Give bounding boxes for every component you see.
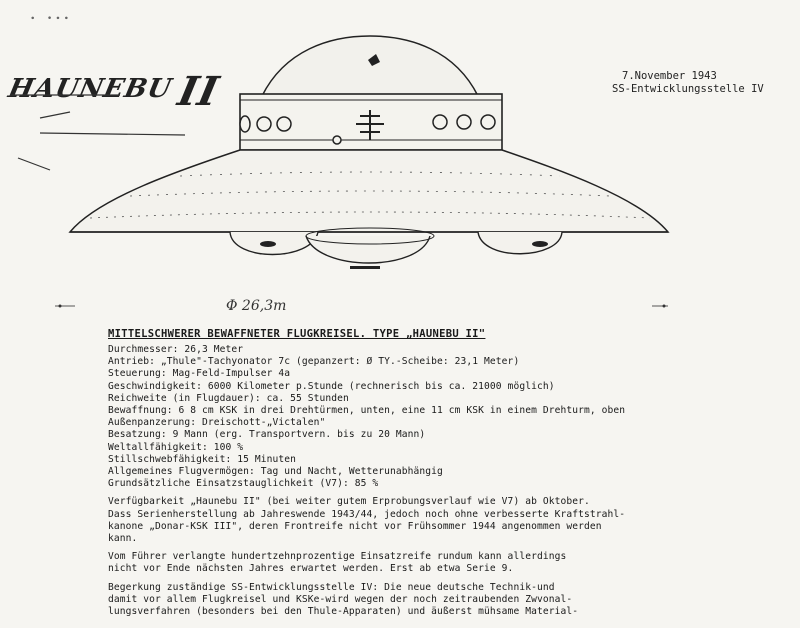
- spec-line: Weltallfähigkeit: 100 %: [108, 441, 244, 453]
- upper-dome: [262, 36, 478, 96]
- paragraph-line: kanone „Donar-KSK III", deren Frontreife nicht vor Frühsommer 1944 angenommen werden: [108, 520, 602, 532]
- spec-line: Reichweite (in Flugdauer): ca. 55 Stunden: [108, 392, 349, 404]
- spec-heading: MITTELSCHWERER BEWAFFNETER FLUGKREISEL. TYPE „HAUNEBU II": [108, 328, 486, 340]
- paragraph-line: nicht vor Ende nächsten Jahres erwartet werden. Erst ab etwa Serie 9.: [108, 563, 514, 575]
- document-department: SS-Entwicklungsstelle IV: [612, 83, 764, 95]
- spec-text-block: [108, 344, 788, 618]
- spec-line: Allgemeines Flugvermögen: Tag und Nacht, Wetterunabhängig: [108, 466, 443, 478]
- spec-line: Geschwindigkeit: 6000 Kilometer p.Stunde (rechnerisch bis ca. 21000 möglich): [108, 380, 555, 392]
- spec-line: Grundsätzliche Einsatzstauglichkeit (V7): 85 %: [108, 478, 379, 490]
- paragraph-line: Vom Führer verlangte hundertzehnprozentige Einsatzreife rundum kann allerdings: [108, 551, 567, 563]
- spec-line: Durchmesser: 26,3 Meter: [108, 344, 244, 355]
- spec-line: Stillschwebfähigkeit: 15 Minuten: [108, 453, 297, 465]
- paragraph: [108, 582, 788, 619]
- spec-line: Steuerung: Mag-Feld-Impulser 4a: [108, 368, 291, 380]
- paragraph-line: kann.: [108, 533, 138, 545]
- spec-line: Antrieb: „Thule"-Tachyonator 7c (gepanzert: Ø TY.-Scheibe: 23,1 Meter): [108, 356, 520, 368]
- handwritten-title-roman: II: [173, 68, 224, 115]
- spec-line: Bewaffnung: 6 8 cm KSK in drei Drehtürmen, unten, eine 11 cm KSK in einem Drehturm, oben: [108, 405, 626, 417]
- handwritten-title-name: HAUNEBU: [5, 74, 175, 104]
- paragraph-line: Dass Serienherstellung ab Jahreswende 1943/44, jedoch noch ohne verbesserte Kraftstrahl-: [108, 508, 626, 520]
- paragraph-line: Verfügbarkeit „Haunebu II" (bei weiter gutem Erprobungsverlauf wie V7) ab Oktober.: [108, 496, 590, 508]
- spec-line: Außenpanzerung: Dreischott-„Victalen": [108, 417, 326, 429]
- paragraph-line: lungsverfahren (besonders bei den Thule-Apparaten) und äußerst mühsame Material-: [108, 606, 579, 618]
- paragraph-block: [108, 496, 788, 618]
- paragraph-line: Begerkung zuständige SS-Entwicklungsstelle IV: Die neue deutsche Technik-und: [108, 581, 555, 593]
- left-sketch-lines: [10, 95, 185, 170]
- spec-list: [108, 344, 788, 490]
- lower-turrets: [230, 232, 562, 263]
- main-disc: [70, 150, 668, 232]
- paragraph: [108, 551, 788, 575]
- spec-line: Besatzung: 9 Mann (erg. Transportvern. bis zu 20 Mann): [108, 429, 426, 441]
- document-date: 7.November 1943: [622, 70, 717, 82]
- diameter-note: Φ 26,3m: [226, 298, 287, 314]
- paragraph-line: damit vor allem Flugkreisel und KSKe-wird wegen der noch zeitraubenden Zwvonal-: [108, 593, 573, 605]
- paragraph: [108, 496, 788, 545]
- corner-mark: ∙ •∙∙: [30, 14, 73, 24]
